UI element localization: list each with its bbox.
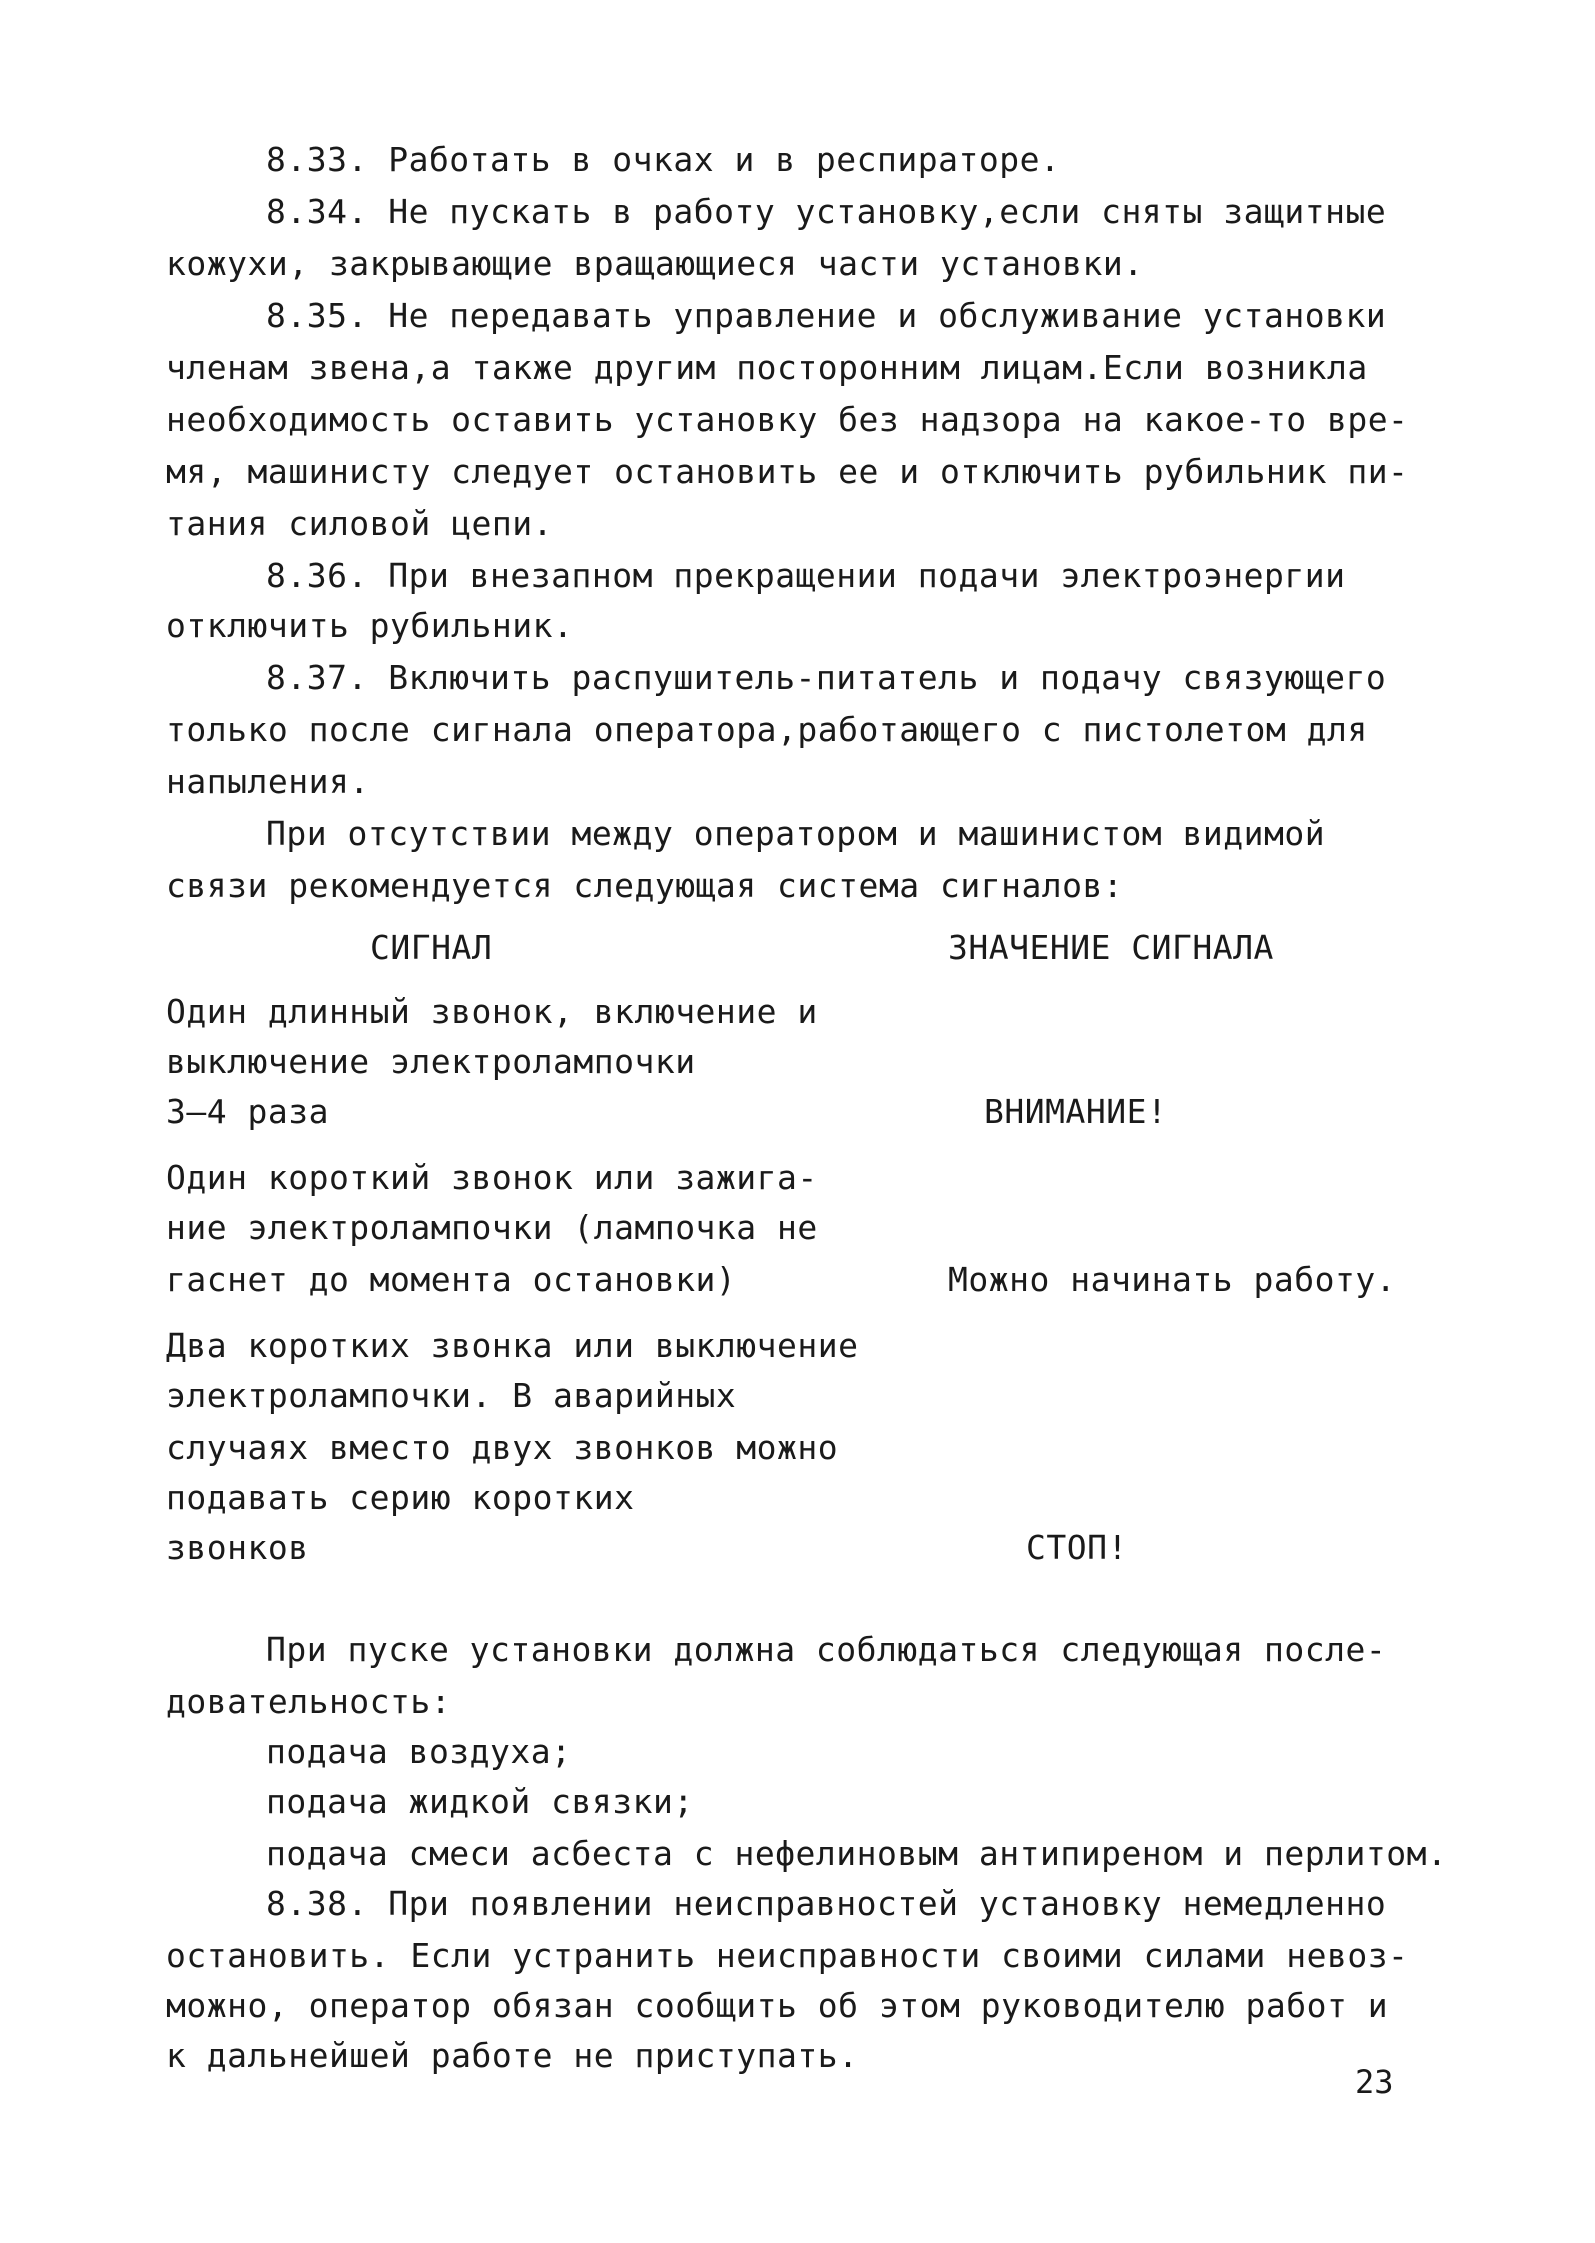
startup-intro-line-1: При пуске установки должна соблюдаться следующая после-	[266, 1630, 1387, 1669]
signal-1-line-3: 3–4 раза	[166, 1092, 329, 1131]
p-837-line-2: только после сигнала оператора,работающего с пистолетом для	[166, 710, 1368, 749]
p-835-line-2: членам звена,а также другим посторонним лицам.Если возникла	[166, 348, 1368, 387]
signals-intro-line-2: связи рекомендуется следующая система сигналов:	[166, 866, 1124, 905]
p-837-line-3: напыления.	[166, 762, 370, 801]
signal-3-line-1: Два коротких звонка или выключение	[166, 1326, 859, 1365]
startup-intro-line-2: довательность:	[166, 1682, 452, 1721]
signal-3-line-2: электролампочки. В аварийных	[166, 1376, 737, 1415]
signal-1-line-2: выключение электролампочки	[166, 1042, 696, 1081]
signal-column-header: СИГНАЛ	[370, 928, 493, 967]
signal-2-line-1: Один короткий звонок или зажига-	[166, 1158, 818, 1197]
p-836-line-2: отключить рубильник.	[166, 606, 574, 645]
signal-2-line-3: гаснет до момента остановки)	[166, 1260, 737, 1299]
meaning-column-header: ЗНАЧЕНИЕ СИГНАЛА	[948, 928, 1274, 967]
signal-3-line-3: случаях вместо двух звонков можно	[166, 1428, 839, 1467]
signal-3-meaning: СТОП!	[1026, 1528, 1128, 1567]
signal-3-line-5: звонков	[166, 1528, 309, 1567]
signal-2-line-2: ние электролампочки (лампочка не	[166, 1208, 818, 1247]
page-number: 23	[1355, 2063, 1394, 2101]
startup-step-1: подача воздуха;	[266, 1732, 572, 1771]
p-834-line-1: 8.34. Не пускать в работу установку,если сняты защитные	[266, 192, 1387, 231]
p-838-line-4: к дальнейшей работе не приступать.	[166, 2036, 859, 2075]
signal-3-line-4: подавать серию коротких	[166, 1478, 635, 1517]
p-836-line-1: 8.36. При внезапном прекращении подачи электроэнергии	[266, 556, 1346, 595]
signal-1-meaning: ВНИМАНИЕ!	[984, 1092, 1168, 1131]
p-838-line-2: остановить. Если устранить неисправности своими силами невоз-	[166, 1936, 1409, 1975]
signals-intro-line-1: При отсутствии между оператором и машинистом видимой	[266, 814, 1326, 853]
startup-step-2: подача жидкой связки;	[266, 1782, 694, 1821]
p-837-line-1: 8.37. Включить распушитель-питатель и подачу связующего	[266, 658, 1387, 697]
p-834-line-2: кожухи, закрывающие вращающиеся части установки.	[166, 244, 1144, 283]
startup-step-3: подача смеси асбеста с нефелиновым антипиреном и перлитом.	[266, 1834, 1448, 1873]
p-838-line-3: можно, оператор обязан сообщить об этом руководителю работ и	[166, 1986, 1389, 2025]
p-835-line-3: необходимость оставить установку без надзора на какое-то вре-	[166, 400, 1409, 439]
signal-2-meaning: Можно начинать работу.	[948, 1260, 1397, 1299]
p-833-line-1: 8.33. Работать в очках и в респираторе.	[266, 140, 1061, 179]
p-835-line-5: тания силовой цепи.	[166, 504, 553, 543]
p-835-line-4: мя, машинисту следует остановить ее и отключить рубильник пи-	[166, 452, 1409, 491]
signal-1-line-1: Один длинный звонок, включение и	[166, 992, 818, 1031]
p-838-line-1: 8.38. При появлении неисправностей установку немедленно	[266, 1884, 1387, 1923]
p-835-line-1: 8.35. Не передавать управление и обслуживание установки	[266, 296, 1387, 335]
